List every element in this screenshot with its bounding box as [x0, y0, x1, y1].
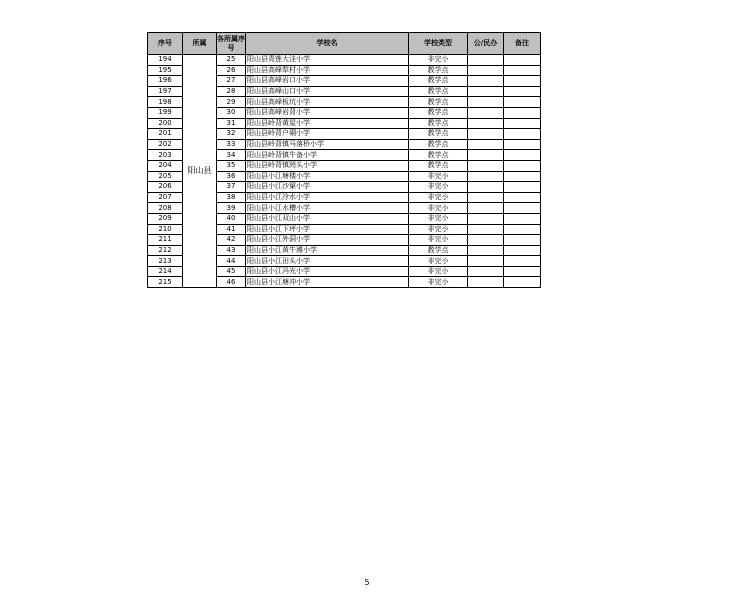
cell-remarks — [504, 277, 541, 288]
header-seq: 序号 — [148, 33, 183, 55]
cell-school-name: 阳山县小江沙窠小学 — [246, 182, 409, 193]
cell-ownership — [468, 160, 504, 171]
cell-school-type: 教学点 — [409, 65, 468, 76]
cell-remarks — [504, 107, 541, 118]
cell-ownership — [468, 139, 504, 150]
cell-seq: 196 — [148, 76, 183, 87]
cell-seq: 205 — [148, 171, 183, 182]
cell-school-type: 非完小 — [409, 213, 468, 224]
cell-school-type: 教学点 — [409, 76, 468, 87]
cell-school-name: 阳山县高峰岩背小学 — [246, 107, 409, 118]
cell-seq: 201 — [148, 129, 183, 140]
cell-remarks — [504, 65, 541, 76]
cell-school-type: 教学点 — [409, 129, 468, 140]
cell-sub-seq: 33 — [217, 139, 246, 150]
cell-ownership — [468, 266, 504, 277]
cell-seq: 206 — [148, 182, 183, 193]
cell-seq: 212 — [148, 245, 183, 256]
header-row — [148, 33, 541, 55]
cell-school-name: 阳山县岭背镇罔头小学 — [246, 160, 409, 171]
cell-ownership — [468, 76, 504, 87]
cell-ownership — [468, 129, 504, 140]
cell-remarks — [504, 129, 541, 140]
cell-remarks — [504, 150, 541, 161]
cell-remarks — [504, 235, 541, 246]
cell-seq: 197 — [148, 86, 183, 97]
cell-ownership — [468, 182, 504, 193]
cell-school-type: 非完小 — [409, 171, 468, 182]
cell-seq: 214 — [148, 266, 183, 277]
cell-remarks — [504, 203, 541, 214]
cell-sub-seq: 31 — [217, 118, 246, 129]
cell-school-name: 阳山县岭背户硐小学 — [246, 129, 409, 140]
cell-sub-seq: 32 — [217, 129, 246, 140]
table-header — [148, 33, 541, 55]
cell-school-name: 阳山县岭背镇牛备小学 — [246, 150, 409, 161]
cell-school-type: 教学点 — [409, 86, 468, 97]
cell-seq: 213 — [148, 256, 183, 267]
cell-seq: 211 — [148, 235, 183, 246]
cell-school-type: 教学点 — [409, 245, 468, 256]
cell-remarks — [504, 55, 541, 66]
cell-school-type: 教学点 — [409, 160, 468, 171]
cell-ownership — [468, 224, 504, 235]
header-school-type: 学校类型 — [409, 33, 468, 55]
cell-seq: 208 — [148, 203, 183, 214]
cell-school-name: 阳山县小江黄牛滩小学 — [246, 245, 409, 256]
cell-school-name: 阳山县高峰板坑小学 — [246, 97, 409, 108]
cell-remarks — [504, 97, 541, 108]
cell-school-name: 阳山县小江冯光小学 — [246, 266, 409, 277]
cell-sub-seq: 36 — [217, 171, 246, 182]
cell-ownership — [468, 203, 504, 214]
cell-sub-seq: 40 — [217, 213, 246, 224]
cell-remarks — [504, 224, 541, 235]
cell-school-name: 阳山县小江外洞小学 — [246, 235, 409, 246]
cell-school-name: 阳山县小江塘楼小学 — [246, 171, 409, 182]
cell-remarks — [504, 182, 541, 193]
header-remarks: 备注 — [504, 33, 541, 55]
cell-sub-seq: 43 — [217, 245, 246, 256]
cell-school-type: 非完小 — [409, 277, 468, 288]
cell-remarks — [504, 139, 541, 150]
cell-ownership — [468, 171, 504, 182]
cell-sub-seq: 46 — [217, 277, 246, 288]
header-sub-seq: 各所属序号 — [217, 33, 246, 55]
cell-remarks — [504, 256, 541, 267]
cell-sub-seq: 26 — [217, 65, 246, 76]
cell-sub-seq: 28 — [217, 86, 246, 97]
cell-school-type: 非完小 — [409, 192, 468, 203]
cell-remarks — [504, 86, 541, 97]
cell-seq: 209 — [148, 213, 183, 224]
cell-sub-seq: 34 — [217, 150, 246, 161]
cell-school-type: 教学点 — [409, 107, 468, 118]
cell-ownership — [468, 118, 504, 129]
cell-ownership — [468, 65, 504, 76]
cell-school-type: 教学点 — [409, 118, 468, 129]
cell-ownership — [468, 192, 504, 203]
cell-school-type: 非完小 — [409, 266, 468, 277]
cell-sub-seq: 30 — [217, 107, 246, 118]
cell-remarks — [504, 76, 541, 87]
cell-ownership — [468, 213, 504, 224]
header-county: 所属 — [183, 33, 217, 55]
cell-remarks — [504, 245, 541, 256]
cell-ownership — [468, 150, 504, 161]
cell-sub-seq: 41 — [217, 224, 246, 235]
cell-remarks — [504, 160, 541, 171]
cell-ownership — [468, 107, 504, 118]
cell-seq: 210 — [148, 224, 183, 235]
cell-school-name: 阳山县青莲大洼小学 — [246, 55, 409, 66]
cell-seq: 215 — [148, 277, 183, 288]
cell-ownership — [468, 277, 504, 288]
cell-school-type: 教学点 — [409, 139, 468, 150]
cell-ownership — [468, 256, 504, 267]
cell-remarks — [504, 213, 541, 224]
cell-remarks — [504, 118, 541, 129]
cell-school-name: 阳山县岭背镇马落桥小学 — [246, 139, 409, 150]
cell-sub-seq: 37 — [217, 182, 246, 193]
cell-school-name: 阳山县高峰犁村小学 — [246, 65, 409, 76]
cell-sub-seq: 45 — [217, 266, 246, 277]
table-body — [148, 55, 541, 288]
cell-county: 阳山县 — [183, 55, 217, 288]
header-school-name: 学校名 — [246, 33, 409, 55]
cell-school-type: 非完小 — [409, 235, 468, 246]
cell-school-name: 阳山县高峰山口小学 — [246, 86, 409, 97]
cell-sub-seq: 25 — [217, 55, 246, 66]
cell-seq: 204 — [148, 160, 183, 171]
cell-school-type: 教学点 — [409, 97, 468, 108]
cell-school-name: 阳山县小江塘冲小学 — [246, 277, 409, 288]
cell-sub-seq: 44 — [217, 256, 246, 267]
cell-school-type: 非完小 — [409, 224, 468, 235]
cell-seq: 202 — [148, 139, 183, 150]
cell-school-name: 阳山县小江下坪小学 — [246, 224, 409, 235]
cell-ownership — [468, 245, 504, 256]
cell-ownership — [468, 97, 504, 108]
cell-seq: 199 — [148, 107, 183, 118]
cell-school-type: 非完小 — [409, 55, 468, 66]
cell-remarks — [504, 171, 541, 182]
cell-school-name: 阳山县小江水槽小学 — [246, 203, 409, 214]
header-ownership: 公/民办 — [468, 33, 504, 55]
cell-seq: 195 — [148, 65, 183, 76]
cell-seq: 194 — [148, 55, 183, 66]
cell-seq: 198 — [148, 97, 183, 108]
cell-sub-seq: 27 — [217, 76, 246, 87]
cell-sub-seq: 39 — [217, 203, 246, 214]
cell-ownership — [468, 235, 504, 246]
cell-school-name: 阳山县小江冷水小学 — [246, 192, 409, 203]
cell-seq: 200 — [148, 118, 183, 129]
table-row — [148, 55, 541, 66]
cell-school-type: 教学点 — [409, 150, 468, 161]
cell-remarks — [504, 192, 541, 203]
cell-ownership — [468, 86, 504, 97]
cell-school-name: 阳山县小江田头小学 — [246, 256, 409, 267]
cell-school-type: 非完小 — [409, 182, 468, 193]
cell-sub-seq: 42 — [217, 235, 246, 246]
cell-school-type: 非完小 — [409, 203, 468, 214]
cell-remarks — [504, 266, 541, 277]
cell-school-type: 非完小 — [409, 256, 468, 267]
cell-seq: 207 — [148, 192, 183, 203]
cell-ownership — [468, 55, 504, 66]
cell-school-name: 阳山县高峰岩口小学 — [246, 76, 409, 87]
cell-sub-seq: 29 — [217, 97, 246, 108]
school-list-table — [147, 32, 541, 288]
cell-school-name: 阳山县小江双山小学 — [246, 213, 409, 224]
cell-school-name: 阳山县岭背黄屋小学 — [246, 118, 409, 129]
page-number: 5 — [364, 578, 370, 587]
cell-sub-seq: 35 — [217, 160, 246, 171]
cell-seq: 203 — [148, 150, 183, 161]
cell-sub-seq: 38 — [217, 192, 246, 203]
